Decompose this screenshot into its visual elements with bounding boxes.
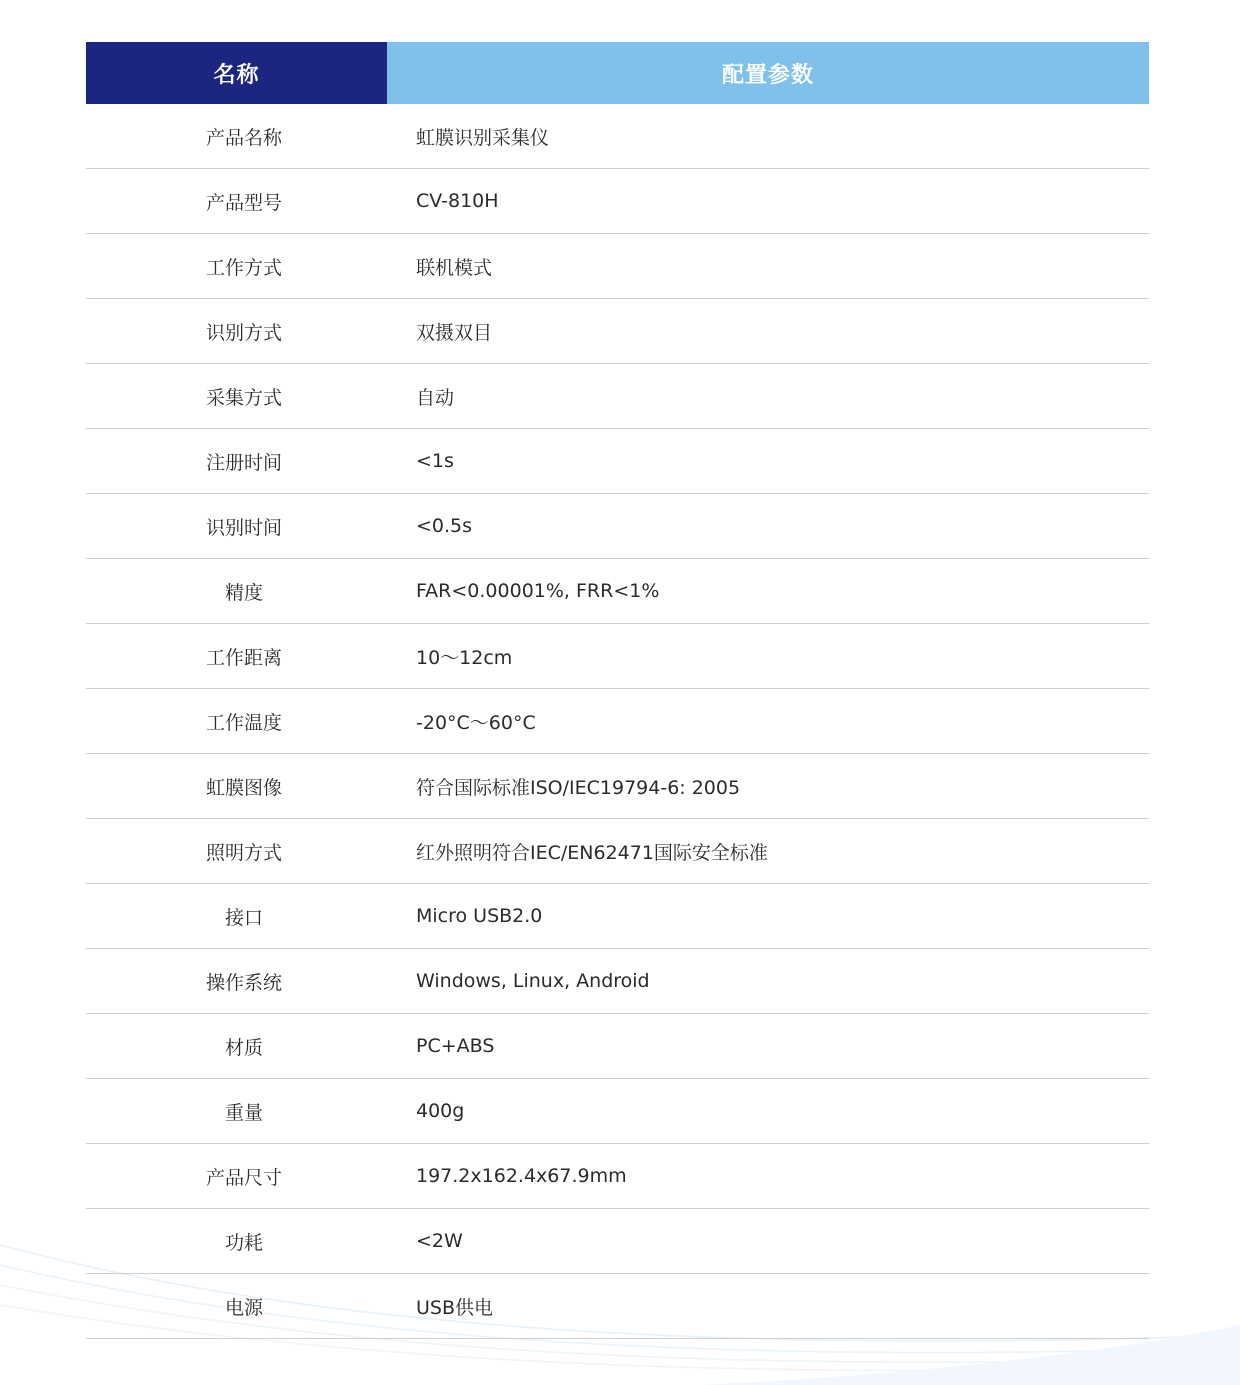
row-value-cell: 虹膜识别采集仪 [416, 126, 550, 149]
spec-table [86, 42, 1149, 1339]
row-name-cell: 产品型号 [205, 191, 282, 214]
header-value-cell: 配置参数 [387, 42, 1149, 104]
row-value-cell: 符合国际标准ISO/IEC19794-6: 2005 [416, 776, 741, 799]
row-value-cell: Windows, Linux, Android [416, 970, 650, 992]
table-row [86, 1144, 1149, 1209]
row-value-cell: <2W [416, 1230, 463, 1252]
row-name-cell: 材质 [224, 1036, 263, 1059]
row-value-cell: <1s [416, 450, 454, 472]
row-name-cell: 产品尺寸 [205, 1166, 282, 1189]
table-row [86, 624, 1149, 689]
table-row [86, 169, 1149, 234]
row-value-cell: FAR<0.00001%, FRR<1% [416, 580, 660, 602]
row-name-cell: 识别方式 [205, 321, 282, 344]
row-value-cell: 红外照明符合IEC/EN62471国际安全标准 [416, 841, 768, 864]
row-value-cell: 自动 [416, 386, 455, 409]
row-value-cell: Micro USB2.0 [416, 905, 543, 927]
row-name-cell: 产品名称 [205, 126, 282, 149]
table-row [86, 884, 1149, 949]
row-value-cell: 197.2x162.4x67.9mm [416, 1165, 627, 1187]
row-value-cell: 400g [416, 1100, 465, 1122]
row-value-cell: 联机模式 [416, 256, 493, 279]
row-value-cell: <0.5s [416, 515, 473, 537]
table-row [86, 1014, 1149, 1079]
row-name-cell: 照明方式 [205, 841, 282, 864]
header-name-cell: 名称 [86, 42, 387, 104]
row-name-cell: 识别时间 [205, 516, 282, 539]
table-row [86, 689, 1149, 754]
table-row [86, 1209, 1149, 1274]
table-row [86, 1274, 1149, 1339]
row-name-cell: 接口 [224, 906, 263, 929]
row-name-cell: 注册时间 [205, 451, 282, 474]
row-value-cell: USB供电 [416, 1296, 494, 1319]
table-row [86, 559, 1149, 624]
table-row [86, 754, 1149, 819]
table-row [86, 364, 1149, 429]
row-value-cell: PC+ABS [416, 1035, 495, 1057]
row-value-cell: 10～12cm [416, 646, 513, 669]
row-name-cell: 采集方式 [205, 386, 282, 409]
table-header [86, 42, 1149, 104]
row-name-cell: 精度 [224, 581, 263, 604]
row-value-cell: CV-810H [416, 190, 499, 212]
table-row [86, 104, 1149, 169]
table-row [86, 819, 1149, 884]
row-value-cell: 双摄双目 [416, 321, 493, 344]
table-row [86, 234, 1149, 299]
table-row [86, 299, 1149, 364]
row-value-cell: -20°C～60°C [416, 711, 536, 734]
table-row [86, 1079, 1149, 1144]
row-name-cell: 操作系统 [205, 971, 282, 994]
row-name-cell: 虹膜图像 [205, 776, 282, 799]
row-name-cell: 工作距离 [205, 646, 282, 669]
row-name-cell: 电源 [224, 1296, 263, 1319]
row-name-cell: 功耗 [224, 1231, 263, 1254]
row-name-cell: 工作方式 [205, 256, 282, 279]
row-name-cell: 重量 [224, 1101, 263, 1124]
table-body [86, 104, 1149, 1339]
row-name-cell: 工作温度 [205, 711, 282, 734]
table-row [86, 429, 1149, 494]
table-row [86, 949, 1149, 1014]
table-row [86, 494, 1149, 559]
